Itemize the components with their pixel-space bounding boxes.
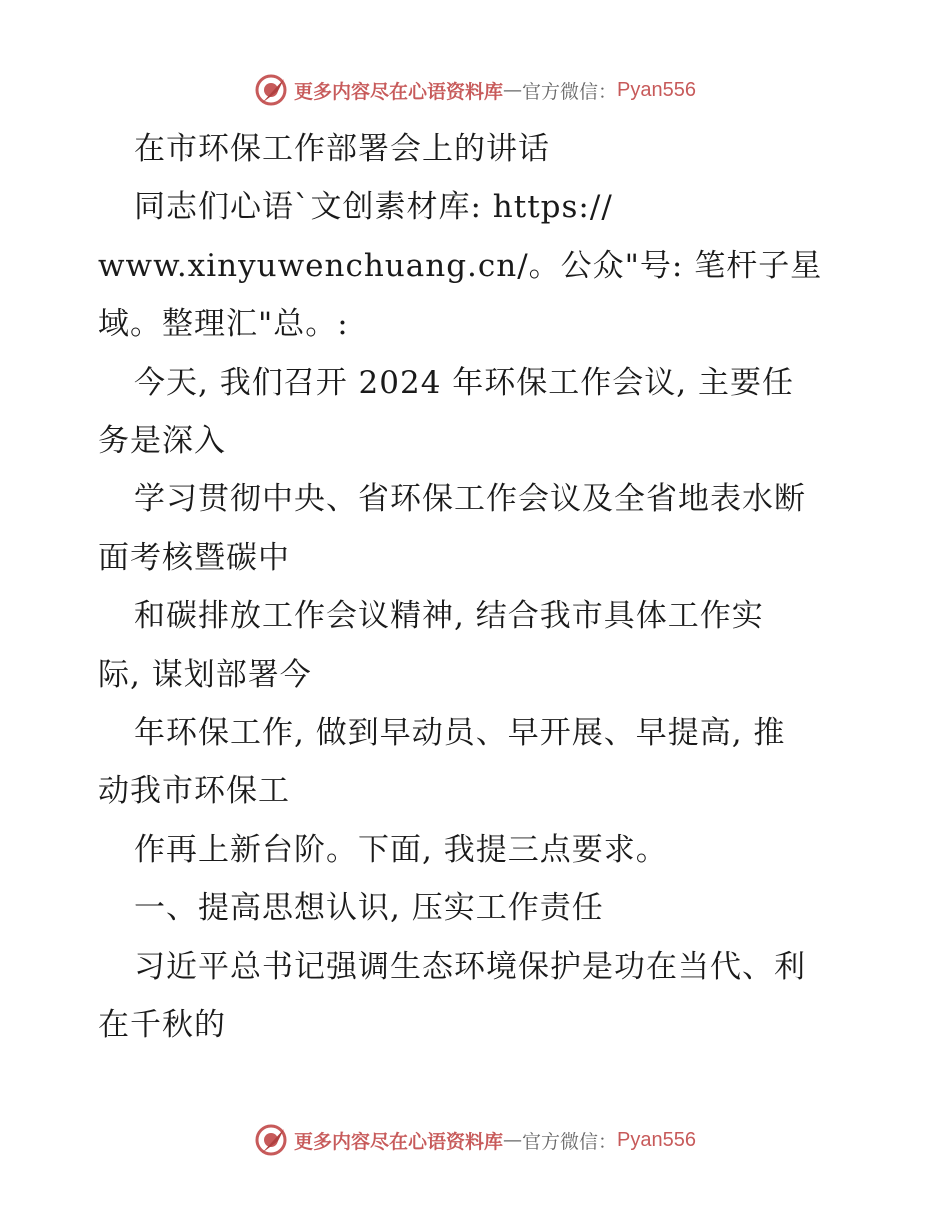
text-line: 同志们心语`文创素材库: https://: [134, 189, 613, 226]
watermark-main-text: 更多内容尽在心语资料库: [294, 80, 504, 103]
text-line: 面考核暨碳中: [98, 539, 290, 576]
watermark-account: Pyan556: [617, 1128, 696, 1151]
document-body: [98, 120, 858, 1055]
text-line: www.xinyuwenchuang.cn/。公众"号: 笔杆子星: [98, 247, 823, 284]
text-line: 在千秋的: [98, 1007, 226, 1044]
footer-watermark: [0, 1118, 950, 1162]
text-line: 今天, 我们召开 2024 年环保工作会议, 主要任: [134, 364, 795, 401]
header-watermark: [0, 68, 950, 112]
text-line: 域。整理汇"总。:: [98, 306, 349, 343]
text-line: 动我市环保工: [98, 773, 290, 810]
document-title: 在市环保工作部署会上的讲话: [134, 131, 550, 167]
quill-logo-icon: [254, 73, 288, 107]
watermark-account: Pyan556: [617, 78, 696, 101]
text-line: 年环保工作, 做到早动员、早开展、早提高, 推: [134, 715, 786, 752]
watermark-dash: —: [503, 79, 523, 101]
text-line: 际, 谋划部署今: [98, 656, 312, 693]
watermark-main-text: 更多内容尽在心语资料库: [294, 1130, 504, 1153]
watermark-official-label: 官方微信：: [522, 1130, 618, 1153]
watermark-dash: —: [503, 1129, 523, 1151]
text-line: 学习贯彻中央、省环保工作会议及全省地表水断: [134, 481, 806, 518]
text-line: 作再上新台阶。下面, 我提三点要求。: [134, 831, 668, 868]
text-line: 和碳排放工作会议精神, 结合我市具体工作实: [134, 598, 764, 635]
watermark-official-label: 官方微信：: [522, 80, 618, 103]
text-line: 务是深入: [98, 423, 226, 460]
quill-logo-icon: [254, 1123, 288, 1157]
text-line: 习近平总书记强调生态环境保护是功在当代、利: [134, 948, 806, 985]
section-heading: 一、提高思想认识, 压实工作责任: [134, 890, 604, 927]
